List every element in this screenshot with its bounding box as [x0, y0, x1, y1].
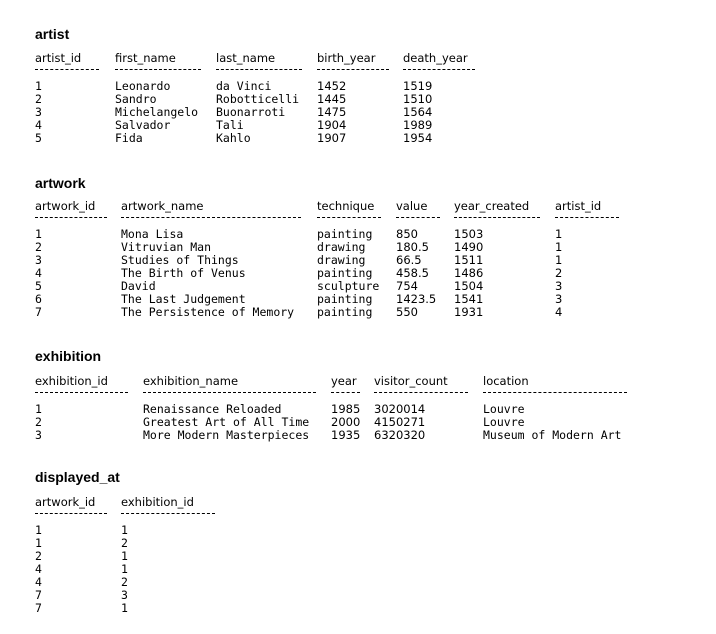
table-cell: 1907 [317, 131, 347, 145]
table-cell: Louvre [483, 415, 525, 429]
table-cell: 2 [121, 575, 128, 589]
table-cell: 1452 [317, 79, 347, 93]
table-cell: 1423.5 [396, 292, 437, 306]
column-header: first_name [115, 51, 176, 65]
table-cell: Michelangelo [115, 105, 199, 119]
header-divider [115, 69, 201, 70]
table-title-displayed-at: displayed_at [35, 469, 120, 485]
table-cell: 550 [396, 305, 418, 319]
column-values [35, 403, 42, 442]
column-header: exhibition_id [35, 374, 108, 388]
table-cell: 3 [121, 588, 128, 602]
table-cell: 1989 [403, 118, 433, 132]
table-cell: 2 [35, 549, 42, 563]
table-cell: 1954 [403, 131, 433, 145]
table-cell: 5 [35, 131, 42, 145]
table-cell: Vitruvian Man [121, 240, 212, 254]
table-cell: Museum of Modern Art [483, 428, 622, 442]
column-header: artwork_id [35, 495, 96, 509]
table-cell: 850 [396, 227, 418, 241]
table-cell: 1445 [317, 92, 347, 106]
table-cell: 3 [35, 253, 42, 267]
column-values [121, 524, 128, 615]
table-cell: 3 [35, 105, 42, 119]
column-values [331, 403, 360, 442]
table-cell: 1904 [317, 118, 347, 132]
header-divider [121, 217, 301, 218]
column-header: technique [317, 199, 375, 213]
column-header: year [331, 374, 357, 388]
column-values [555, 228, 562, 319]
column-values [374, 403, 425, 442]
table-cell: drawing [317, 253, 366, 267]
column-header: artwork_name [121, 199, 204, 213]
table-cell: Buonarroti [216, 105, 286, 119]
table-cell: The Birth of Venus [121, 266, 246, 280]
header-divider [403, 69, 475, 70]
table-cell: 1 [555, 240, 563, 254]
header-divider [331, 392, 360, 393]
table-cell: 7 [35, 305, 42, 319]
table-cell: 66.5 [396, 253, 422, 267]
table-cell: 1985 [331, 402, 361, 416]
table-cell: sculpture [317, 279, 380, 293]
header-divider [374, 392, 468, 393]
column-header: value [396, 199, 428, 213]
table-cell: 754 [396, 279, 418, 293]
table-cell: 1 [555, 253, 563, 267]
table-cell: 4 [35, 575, 42, 589]
column-header: last_name [216, 51, 276, 65]
header-divider [216, 69, 302, 70]
header-divider [35, 392, 128, 393]
column-values [317, 80, 346, 145]
table-cell: Studies of Things [121, 253, 239, 267]
table-cell: 1564 [403, 105, 433, 119]
table-cell: 1 [35, 227, 42, 241]
table-cell: Louvre [483, 402, 525, 416]
table-cell: Robotticelli [216, 92, 300, 106]
header-divider [483, 392, 627, 393]
column-values [35, 228, 42, 319]
table-cell: Fida [115, 131, 143, 145]
table-cell: 2000 [331, 415, 361, 429]
column-values [143, 403, 309, 442]
header-divider [35, 69, 99, 70]
table-cell: Leonardo [115, 79, 171, 93]
table-cell: 2 [555, 266, 563, 280]
table-cell: 1486 [454, 266, 484, 280]
table-cell: 6 [35, 292, 42, 306]
table-cell: More Modern Masterpieces [143, 428, 310, 442]
table-cell: 4 [35, 118, 42, 132]
table-cell: painting [317, 292, 373, 306]
table-cell: 180.5 [396, 240, 429, 254]
table-cell: 2 [121, 536, 128, 550]
column-values [403, 80, 432, 145]
table-cell: 1510 [403, 92, 433, 106]
column-header: exhibition_name [143, 374, 239, 388]
table-cell: 458.5 [396, 266, 429, 280]
table-cell: 4 [35, 562, 42, 576]
table-cell: drawing [317, 240, 366, 254]
column-header: artwork_id [35, 199, 96, 213]
table-cell: 3 [35, 428, 42, 442]
table-cell: da Vinci [216, 79, 272, 93]
table-cell: 1 [555, 227, 563, 241]
table-cell: 1 [121, 562, 128, 576]
header-divider [317, 217, 381, 218]
table-cell: Tali [216, 118, 244, 132]
table-cell: painting [317, 305, 373, 319]
table-cell: 2 [35, 240, 42, 254]
header-divider [121, 513, 215, 514]
header-divider [35, 513, 107, 514]
table-cell: The Last Judgement [121, 292, 246, 306]
table-cell: 1503 [454, 227, 484, 241]
table-cell: 1490 [454, 240, 484, 254]
table-cell: 1519 [403, 79, 433, 93]
table-cell: 1 [121, 549, 128, 563]
table-cell: 1511 [454, 253, 484, 267]
table-title-artwork: artwork [35, 175, 86, 191]
header-divider [143, 392, 316, 393]
table-cell: 1 [35, 79, 42, 93]
column-header: death_year [403, 51, 468, 65]
header-divider [317, 69, 389, 70]
table-cell: 1541 [454, 292, 484, 306]
table-cell: The Persistence of Memory [121, 305, 295, 319]
column-values [454, 228, 483, 319]
table-cell: 2 [35, 415, 42, 429]
table-cell: Kahlo [216, 131, 251, 145]
table-cell: 4150271 [374, 415, 426, 429]
column-values [35, 524, 42, 615]
table-cell: painting [317, 266, 373, 280]
table-cell: 1 [35, 402, 42, 416]
table-cell: 4 [35, 266, 42, 280]
table-cell: 1 [35, 536, 42, 550]
column-header: exhibition_id [121, 495, 194, 509]
table-cell: 7 [35, 601, 42, 615]
table-cell: Salvador [115, 118, 171, 132]
column-values [216, 80, 299, 145]
table-cell: 6320320 [374, 428, 426, 442]
table-cell: 2 [35, 92, 42, 106]
table-cell: 3 [555, 292, 563, 306]
table-cell: 1 [121, 601, 128, 615]
column-values [396, 228, 436, 319]
table-cell: 5 [35, 279, 42, 293]
table-cell: 1 [35, 523, 42, 537]
column-header: artist_id [555, 199, 602, 213]
column-header: artist_id [35, 51, 82, 65]
table-cell: 1475 [317, 105, 347, 119]
column-header: year_created [454, 199, 530, 213]
table-cell: painting [317, 227, 373, 241]
table-cell: 7 [35, 588, 42, 602]
header-divider [454, 217, 540, 218]
table-cell: 1 [121, 523, 128, 537]
column-values [35, 80, 42, 145]
table-cell: 1935 [331, 428, 361, 442]
column-values [483, 403, 621, 442]
table-cell: Renaissance Reloaded [143, 402, 282, 416]
table-title-artist: artist [35, 26, 70, 42]
column-values [317, 228, 379, 319]
column-header: location [483, 374, 529, 388]
column-header: visitor_count [374, 374, 448, 388]
table-cell: 4 [555, 305, 563, 319]
header-divider [396, 217, 440, 218]
table-cell: 1504 [454, 279, 484, 293]
table-cell: Sandro [115, 92, 157, 106]
table-cell: 3020014 [374, 402, 426, 416]
table-cell: Greatest Art of All Time [143, 415, 310, 429]
table-cell: David [121, 279, 156, 293]
table-cell: 3 [555, 279, 563, 293]
column-values [121, 228, 294, 319]
table-cell: Mona Lisa [121, 227, 184, 241]
column-values [115, 80, 198, 145]
header-divider [555, 217, 619, 218]
header-divider [35, 217, 107, 218]
table-title-exhibition: exhibition [35, 348, 102, 364]
column-header: birth_year [317, 51, 376, 65]
table-cell: 1931 [454, 305, 484, 319]
